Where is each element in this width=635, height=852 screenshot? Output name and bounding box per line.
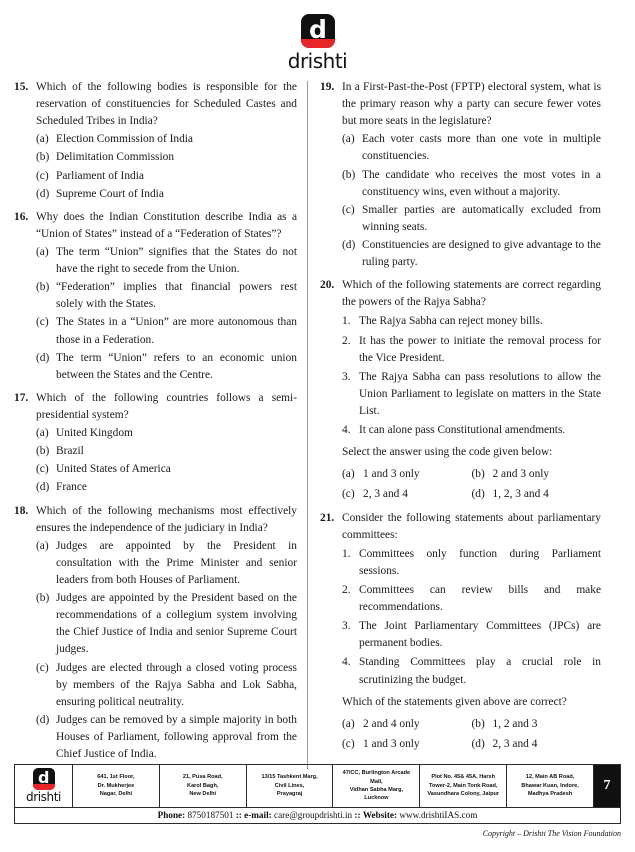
- question-block: [320, 79, 601, 271]
- statement-number: 1.: [342, 315, 351, 328]
- option-text: United States of America: [56, 463, 171, 476]
- option-key: (d): [471, 488, 485, 501]
- option-key: (b): [36, 445, 50, 458]
- option-text: The term “Union” refers to an economic union between the States and the Centre.: [56, 351, 297, 381]
- footer-address-line: Plot No. 45& 45A, Harsh: [431, 774, 496, 781]
- option-item[interactable]: [472, 466, 602, 483]
- option-key: (a): [36, 133, 49, 146]
- option-item[interactable]: [320, 167, 601, 201]
- footer-logo-wordmark: drishti: [26, 790, 61, 804]
- question-block: [14, 79, 297, 203]
- statement-item: [320, 546, 601, 580]
- option-key: (d): [342, 238, 356, 251]
- option-item[interactable]: [14, 168, 297, 185]
- footer-address-line: Tower-2, Main Tonk Road,: [428, 782, 498, 789]
- statement-list: [320, 546, 601, 689]
- option-text: Delimitation Commission: [56, 151, 175, 164]
- option-item[interactable]: [342, 466, 472, 483]
- option-item[interactable]: [14, 149, 297, 166]
- drishti-logo: [288, 14, 347, 73]
- statement-number: 3.: [342, 620, 351, 633]
- footer-address: [247, 765, 334, 807]
- website-label: Website:: [362, 810, 398, 820]
- footer-address-line: New Delhi: [189, 791, 217, 798]
- option-text: Judges are appointed by the President in consultation with the Prime Minister and senior leaders from both Houses of Parliament.: [56, 539, 297, 586]
- footer-address-line: Bhawar Kuan, Indore,: [521, 782, 579, 789]
- footer-address-line: Karol Bagh,: [187, 782, 219, 789]
- question-text: Which of the following mechanisms most effectively ensures the independence of the judiciary in India?: [36, 504, 297, 534]
- option-key: (d): [36, 187, 50, 200]
- option-item[interactable]: [14, 131, 297, 148]
- question-text: In a First-Past-the-Post (FPTP) electoral system, what is the primary reason why a party can secure fewer votes but more seats in the legislature?: [342, 81, 601, 128]
- statement-text: Committees can review bills and make recommendations.: [359, 583, 601, 614]
- option-list: [320, 131, 601, 271]
- option-text: United Kingdom: [56, 427, 133, 440]
- question-text: Which of the following bodies is responsible for the reservation of constituencies for Scheduled Castes and Scheduled Tribes in India?: [36, 81, 297, 128]
- footer-address-line: 13/15 Tashkent Marg,: [261, 774, 318, 781]
- page-number-badge: 7: [594, 765, 620, 807]
- statement-text: It has the power to initiate the removal process for the Vice President.: [359, 334, 601, 364]
- option-key: (b): [471, 468, 485, 481]
- option-item[interactable]: [342, 736, 472, 753]
- option-key: (b): [342, 168, 356, 181]
- option-item[interactable]: [14, 479, 297, 496]
- option-item[interactable]: [14, 443, 297, 460]
- statement-item: [320, 333, 601, 367]
- option-item[interactable]: [320, 202, 601, 236]
- option-text: Constituencies are designed to give advantage to the ruling party.: [362, 238, 601, 269]
- option-item[interactable]: [342, 716, 472, 733]
- email-value[interactable]: care@groupdrishti.in: [274, 810, 353, 820]
- option-item[interactable]: [14, 314, 297, 348]
- option-key: (a): [342, 133, 355, 146]
- option-item[interactable]: [14, 660, 297, 711]
- option-item[interactable]: [320, 131, 601, 165]
- statement-item: [320, 582, 601, 616]
- option-grid: [320, 463, 601, 503]
- option-text: 1, 2, 3 and 4: [492, 488, 549, 501]
- question-number: 17.: [14, 391, 29, 404]
- footer-address-line: Madhya Pradesh: [527, 791, 573, 798]
- footer-address: [420, 765, 507, 807]
- statement-number: 1.: [342, 547, 351, 560]
- option-key: (c): [342, 203, 355, 216]
- option-item[interactable]: [472, 736, 602, 753]
- option-key: (a): [36, 427, 49, 440]
- option-item[interactable]: [14, 590, 297, 658]
- option-item[interactable]: [14, 538, 297, 589]
- phone-value: 8750187501: [187, 810, 234, 820]
- option-text: 1, 2 and 3: [492, 717, 538, 730]
- footer-address-line: Nagar, Delhi: [99, 791, 133, 798]
- statement-item: [320, 369, 601, 420]
- question-number: 15.: [14, 81, 29, 93]
- footer-addresses: [73, 765, 594, 807]
- question-heading: [320, 277, 601, 311]
- option-key: (d): [36, 713, 50, 726]
- footer-address: [333, 765, 420, 807]
- question-text: Which of the following countries follows a semi-presidential system?: [36, 391, 297, 421]
- email-label: e-mail:: [244, 810, 272, 820]
- option-text: France: [56, 481, 87, 494]
- option-text: 1 and 3 only: [363, 468, 420, 481]
- option-text: Judges are appointed by the President based on the recommendations of a collegium system involving the Chief Justice of India and senior Supreme Court judges.: [56, 592, 297, 656]
- statement-item: [320, 654, 601, 688]
- question-heading: [320, 79, 601, 130]
- statement-number: 2.: [342, 583, 351, 596]
- option-text: Smaller parties are automatically excluded from winning seats.: [362, 203, 601, 233]
- option-text: Supreme Court of India: [56, 187, 164, 200]
- option-key: (a): [342, 717, 355, 730]
- right-column: [308, 79, 601, 769]
- question-text: Consider the following statements about parliamentary committees:: [342, 511, 601, 541]
- option-item[interactable]: [14, 461, 297, 478]
- option-key: (d): [36, 351, 50, 364]
- statement-number: 3.: [342, 370, 351, 383]
- option-key: (c): [36, 169, 49, 182]
- footer-address-line: Prayagraj: [276, 791, 303, 798]
- option-key: (b): [36, 592, 50, 605]
- option-text: Each voter casts more than one vote in multiple constituencies.: [362, 133, 601, 163]
- option-key: (d): [471, 737, 485, 750]
- copyright-line: Copyright – Drishti The Vision Foundation: [482, 829, 621, 838]
- option-list: [14, 538, 297, 763]
- question-heading: [14, 209, 297, 243]
- question-block: [14, 390, 297, 497]
- question-number: 20.: [320, 279, 335, 292]
- footer-address-line: 21, Pusa Road,: [182, 774, 223, 781]
- question-lead-in: Select the answer using the code given below:: [342, 446, 553, 459]
- question-block: [14, 209, 297, 384]
- question-number: 19.: [320, 81, 335, 93]
- statement-text: Standing Committees play a crucial role in scrutinizing the budget.: [359, 656, 601, 686]
- option-key: (c): [342, 737, 355, 750]
- statement-number: 4.: [342, 424, 351, 437]
- option-item[interactable]: [14, 186, 297, 203]
- question-heading: [14, 503, 297, 537]
- separator-2: ::: [354, 810, 361, 820]
- option-list: [14, 244, 297, 384]
- option-item[interactable]: [14, 244, 297, 278]
- option-item[interactable]: [14, 712, 297, 763]
- option-key: (a): [36, 539, 49, 552]
- option-key: (d): [36, 481, 50, 494]
- question-number: 18.: [14, 504, 29, 517]
- footer-address: [73, 765, 160, 807]
- statement-item: [320, 618, 601, 652]
- footer-address-line: Vasundhara Colony, Jaipur: [427, 791, 500, 798]
- footer-address-line: 47/CC, Burlington Arcade Mall,: [342, 770, 411, 785]
- footer-logo: [15, 765, 73, 807]
- option-item[interactable]: [320, 237, 601, 271]
- question-heading: [14, 79, 297, 130]
- logo-letter: d: [309, 15, 326, 44]
- page-footer: [14, 764, 621, 838]
- option-key: (b): [36, 281, 50, 294]
- question-text: Which of the following statements are correct regarding the powers of the Rajya Sabha?: [342, 279, 601, 309]
- footer-address-line: Lucknow: [364, 795, 389, 802]
- drishti-logo-icon: [301, 14, 335, 48]
- statement-item: [320, 313, 601, 330]
- option-list: [14, 131, 297, 202]
- footer-contact-line: [15, 807, 620, 823]
- footer-address: [507, 765, 594, 807]
- option-text: 1 and 3 only: [363, 737, 420, 750]
- option-item[interactable]: [472, 486, 602, 503]
- option-text: 2, 3 and 4: [363, 488, 408, 501]
- separator-1: ::: [235, 810, 242, 820]
- option-grid: [320, 713, 601, 753]
- footer-logo-icon: [33, 768, 55, 790]
- option-text: Parliament of India: [56, 169, 144, 182]
- option-text: Judges are elected through a closed voting process by members of the Rajya Sabha and Lok Sabha, ensuring political neutrality.: [56, 661, 297, 708]
- option-key: (c): [36, 463, 49, 476]
- option-item[interactable]: [14, 425, 297, 442]
- option-key: (a): [342, 468, 355, 481]
- question-block: [320, 510, 601, 753]
- option-text: The candidate who receives the most votes in a constituency wins, even without a majority.: [362, 168, 601, 198]
- question-number: 16.: [14, 210, 29, 223]
- page-header: [0, 0, 635, 79]
- option-item[interactable]: [14, 350, 297, 384]
- statement-text: The Rajya Sabha can pass resolutions to allow the Union Parliament to legislate on matters in the State List.: [359, 370, 601, 417]
- footer-box: [14, 764, 621, 824]
- option-text: “Federation” implies that financial powers rest solely with the States.: [56, 281, 297, 311]
- footer-address-line: Vidhan Sabha Marg,: [349, 787, 404, 793]
- footer-address: [160, 765, 247, 807]
- option-text: The term “Union” signifies that the States do not have the right to secede from the Union.: [56, 245, 297, 276]
- question-columns: [0, 79, 635, 769]
- option-text: 2 and 3 only: [492, 468, 550, 481]
- statement-list: [320, 313, 601, 439]
- statement-text: The Joint Parliamentary Committees (JPCs) are permanent bodies.: [359, 620, 601, 650]
- footer-address-line: Civil Lines,: [274, 782, 305, 789]
- option-item[interactable]: [342, 486, 472, 503]
- option-text: 2 and 4 only: [363, 717, 420, 730]
- option-text: 2, 3 and 4: [492, 737, 538, 750]
- option-key: (b): [471, 717, 485, 730]
- footer-address-line: 12, Main AB Road,: [525, 774, 575, 781]
- statement-item: [320, 422, 601, 439]
- question-heading: [320, 510, 601, 544]
- statement-number: 2.: [342, 334, 351, 347]
- option-key: (b): [36, 151, 50, 164]
- option-item[interactable]: [472, 716, 602, 733]
- option-key: (a): [36, 245, 49, 258]
- question-number: 21.: [320, 511, 335, 524]
- question-heading: [14, 390, 297, 424]
- website-value[interactable]: www.drishtiIAS.com: [399, 810, 478, 820]
- option-text: The States in a “Union” are more autonomous than those in a Federation.: [56, 316, 297, 346]
- question-lead-in: Which of the statements given above are correct?: [342, 695, 567, 708]
- phone-label: Phone:: [157, 810, 186, 820]
- statement-text: It can alone pass Constitutional amendments.: [359, 424, 566, 437]
- statement-number: 4.: [342, 656, 351, 669]
- footer-address-line: Dr. Mukherjee: [97, 782, 135, 789]
- option-item[interactable]: [14, 279, 297, 313]
- footer-address-line: 641, 1st Floor,: [97, 774, 135, 781]
- footer-top-row: [15, 765, 620, 807]
- question-block: [320, 277, 601, 503]
- left-column: [14, 79, 307, 769]
- option-list: [14, 425, 297, 496]
- option-text: Judges can be removed by a simple majority in both Houses of Parliament, following approval from the Chief Justice of India.: [56, 713, 297, 761]
- option-key: (c): [342, 488, 355, 501]
- statement-text: Committees only function during Parliament sessions.: [359, 547, 601, 577]
- option-text: Brazil: [56, 445, 84, 458]
- footer-logo-letter: d: [38, 768, 49, 787]
- option-text: Election Commission of India: [56, 133, 193, 146]
- statement-text: The Rajya Sabha can reject money bills.: [359, 315, 543, 328]
- question-block: [14, 503, 297, 764]
- option-key: (c): [36, 316, 49, 329]
- option-key: (c): [36, 661, 49, 674]
- logo-wordmark: drishti: [287, 49, 348, 73]
- question-text: Why does the Indian Constitution describe India as a “Union of States” instead of a “Federation of States”?: [36, 210, 297, 240]
